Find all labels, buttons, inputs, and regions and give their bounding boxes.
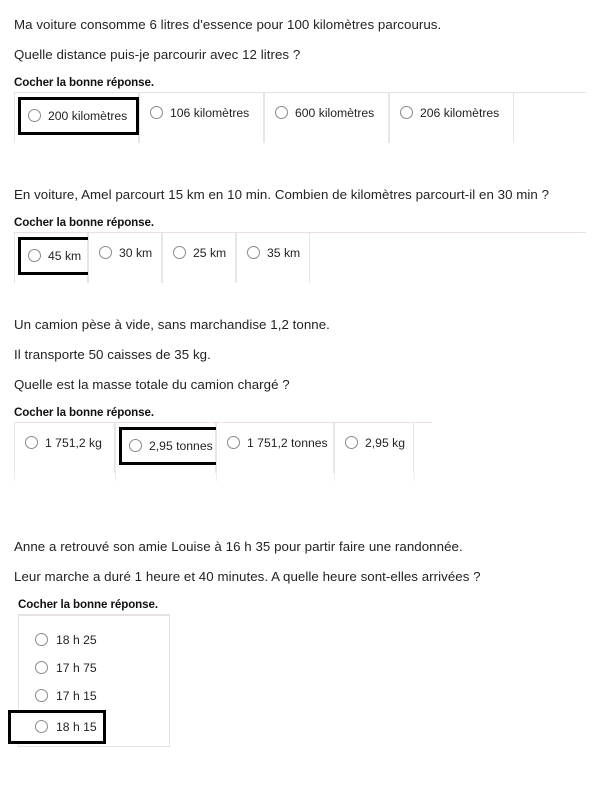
question-block-2 bbox=[0, 186, 600, 283]
question-1-instruction: Cocher la bonne réponse. bbox=[14, 75, 154, 89]
question-3-option-2-label: 1 751,2 tonnes bbox=[247, 435, 328, 450]
question-4-option-2-label: 17 h 15 bbox=[56, 688, 97, 703]
question-2-option-1-label: 30 km bbox=[119, 245, 153, 260]
question-1-option-1[interactable] bbox=[139, 93, 264, 143]
question-1-option-2-label: 600 kilomètres bbox=[295, 105, 375, 120]
question-4-instruction: Cocher la bonne réponse. bbox=[18, 597, 158, 611]
radio-unchecked-icon[interactable] bbox=[345, 436, 358, 449]
question-4-option-2[interactable] bbox=[19, 682, 169, 710]
radio-unchecked-icon[interactable] bbox=[227, 436, 240, 449]
question-1-option-2[interactable] bbox=[264, 93, 389, 143]
question-1-option-0[interactable] bbox=[14, 93, 139, 143]
question-1-option-0-label: 200 kilomètres bbox=[48, 108, 128, 123]
question-3-option-0[interactable] bbox=[14, 423, 115, 473]
question-4-statement-line-2: Leur marche a duré 1 heure et 40 minutes. A quelle heure sont-elles arrivées ? bbox=[14, 568, 481, 584]
question-3-option-1[interactable] bbox=[115, 423, 216, 473]
radio-unchecked-icon[interactable] bbox=[28, 249, 41, 262]
question-block-3 bbox=[0, 316, 600, 483]
question-4-option-0-label: 18 h 25 bbox=[56, 632, 97, 647]
radio-unchecked-icon[interactable] bbox=[129, 439, 142, 452]
question-2-option-0-label: 45 km bbox=[48, 248, 82, 263]
radio-unchecked-icon[interactable] bbox=[35, 689, 48, 702]
question-1-statement-line-2: Quelle distance puis-je parcourir avec 12 litres ? bbox=[14, 46, 301, 62]
question-1-option-1-label: 106 kilomètres bbox=[170, 105, 250, 120]
question-2-options bbox=[14, 233, 600, 283]
question-1-option-3[interactable] bbox=[389, 93, 514, 143]
question-2-statement-line-1: En voiture, Amel parcourt 15 km en 10 min. Combien de kilomètres parcourt-il en 30 min ? bbox=[14, 187, 550, 202]
radio-unchecked-icon[interactable] bbox=[28, 109, 41, 122]
question-3-option-3[interactable] bbox=[334, 423, 414, 473]
radio-unchecked-icon[interactable] bbox=[35, 720, 48, 733]
question-block-1 bbox=[0, 16, 600, 143]
question-4-statement-line-1: Anne a retrouvé son amie Louise à 16 h 35 pour partir faire une randonnée. bbox=[14, 539, 463, 554]
question-2-option-1[interactable] bbox=[88, 233, 162, 283]
question-3-statement-line-3: Quelle est la masse totale du camion chargé ? bbox=[14, 376, 290, 392]
radio-unchecked-icon[interactable] bbox=[99, 246, 112, 259]
question-block-4 bbox=[0, 538, 600, 747]
question-2-instruction: Cocher la bonne réponse. bbox=[14, 215, 154, 229]
question-4-option-3[interactable] bbox=[8, 710, 106, 744]
question-3-option-2[interactable] bbox=[216, 423, 334, 473]
question-2-option-2[interactable] bbox=[162, 233, 236, 283]
question-1-statement-line-1: Ma voiture consomme 6 litres d'essence pour 100 kilomètres parcourus. bbox=[14, 17, 442, 32]
radio-unchecked-icon[interactable] bbox=[150, 106, 163, 119]
question-4-options bbox=[18, 615, 170, 747]
radio-unchecked-icon[interactable] bbox=[25, 436, 38, 449]
radio-unchecked-icon[interactable] bbox=[35, 661, 48, 674]
radio-unchecked-icon[interactable] bbox=[173, 246, 186, 259]
question-4-option-1[interactable] bbox=[19, 654, 169, 682]
question-1-options bbox=[14, 93, 600, 143]
question-4-option-1-label: 17 h 75 bbox=[56, 660, 97, 675]
question-3-statement-line-2: Il transporte 50 caisses de 35 kg. bbox=[14, 346, 211, 362]
question-2-option-2-label: 25 km bbox=[193, 245, 227, 260]
question-3-option-3-label: 2,95 kg bbox=[365, 435, 405, 450]
question-4-option-3-label: 18 h 15 bbox=[56, 719, 97, 734]
radio-unchecked-icon[interactable] bbox=[275, 106, 288, 119]
question-3-column-ticks bbox=[14, 473, 600, 483]
radio-unchecked-icon[interactable] bbox=[400, 106, 413, 119]
question-3-statement-line-1: Un camion pèse à vide, sans marchandise 1,2 tonne. bbox=[14, 317, 330, 332]
question-2-option-0[interactable] bbox=[14, 233, 88, 283]
question-2-option-3[interactable] bbox=[236, 233, 310, 283]
question-3-option-0-label: 1 751,2 kg bbox=[45, 435, 102, 450]
radio-unchecked-icon[interactable] bbox=[247, 246, 260, 259]
question-2-option-3-label: 35 km bbox=[267, 245, 301, 260]
question-1-option-3-label: 206 kilomètres bbox=[420, 105, 500, 120]
question-3-instruction: Cocher la bonne réponse. bbox=[14, 405, 154, 419]
question-3-options bbox=[14, 423, 600, 473]
radio-unchecked-icon[interactable] bbox=[35, 633, 48, 646]
question-4-option-0[interactable] bbox=[19, 626, 169, 654]
question-3-option-1-label: 2,95 tonnes bbox=[149, 438, 213, 453]
